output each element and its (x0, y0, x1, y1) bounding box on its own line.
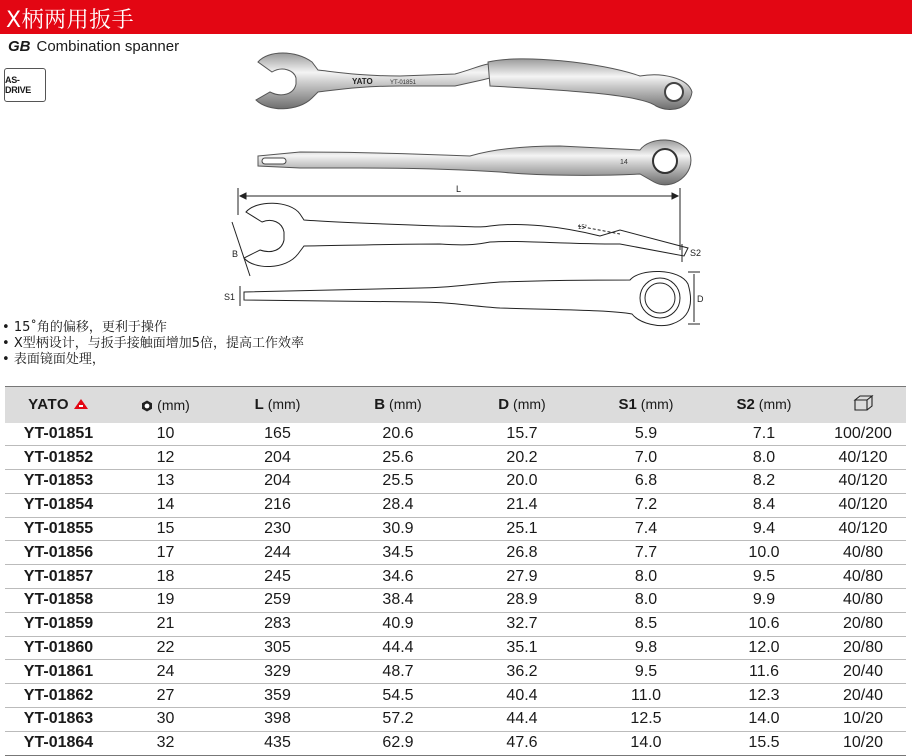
table-cell: 15 (112, 517, 219, 541)
table-cell: 435 (219, 731, 336, 755)
table-header-row (5, 387, 906, 423)
col-B-unit: (mm) (389, 396, 422, 413)
table-cell: 11.0 (584, 684, 708, 708)
table-cell: 15.5 (708, 731, 820, 755)
table-row (5, 731, 906, 755)
table-cell: 34.5 (336, 541, 460, 565)
col-L-unit: (mm) (267, 396, 301, 413)
table-cell: 8.4 (708, 493, 820, 517)
table-cell: 32 (112, 731, 219, 755)
col-S1-unit: (mm) (640, 396, 674, 413)
table-cell: 5.9 (584, 423, 708, 446)
model-cell: YT-01853 (5, 470, 112, 494)
table-cell: 12.3 (708, 684, 820, 708)
table-cell: 40/80 (820, 565, 906, 589)
table-cell: 7.1 (708, 423, 820, 446)
col-L-label: L (254, 396, 264, 414)
table-cell: 20/80 (820, 612, 906, 636)
table-cell: 40/120 (820, 517, 906, 541)
table-cell: 7.7 (584, 541, 708, 565)
table-cell: 8.0 (584, 589, 708, 613)
product-illustration (0, 0, 912, 330)
table-row (5, 470, 906, 494)
model-cell: YT-01854 (5, 493, 112, 517)
table-cell: 9.9 (708, 589, 820, 613)
table-cell: 18 (112, 565, 219, 589)
table-cell: 6.8 (584, 470, 708, 494)
product-name: Combination spanner (36, 38, 180, 55)
table-cell: 26.8 (460, 541, 584, 565)
table-cell: 40/120 (820, 493, 906, 517)
table-cell: 32.7 (460, 612, 584, 636)
photo-size-mark: 14 (620, 159, 628, 166)
table-cell: 12 (112, 446, 219, 470)
table-cell: 40/80 (820, 589, 906, 613)
table-cell: 19 (112, 589, 219, 613)
table-cell: 24 (112, 660, 219, 684)
table-cell: 38.4 (336, 589, 460, 613)
model-cell: YT-01851 (5, 423, 112, 446)
table-cell: 329 (219, 660, 336, 684)
table-cell: 10/20 (820, 708, 906, 732)
table-cell: 13 (112, 470, 219, 494)
table-cell: 259 (219, 589, 336, 613)
table-cell: 30.9 (336, 517, 460, 541)
table-row (5, 636, 906, 660)
table-cell: 25.1 (460, 517, 584, 541)
model-cell: YT-01856 (5, 541, 112, 565)
col-S2 (708, 387, 820, 423)
drawing-labels (224, 184, 704, 304)
table-cell: 204 (219, 470, 336, 494)
table-cell: 8.5 (584, 612, 708, 636)
col-size (112, 387, 219, 423)
photo-model-text: YT-01851 (390, 80, 417, 86)
feature-item: • 15˚角的偏移，更利于操作 (2, 320, 304, 336)
table-cell: 204 (219, 446, 336, 470)
table-cell: 28.9 (460, 589, 584, 613)
table-cell: 40.9 (336, 612, 460, 636)
wrench-photo-top (256, 53, 692, 110)
model-cell: YT-01860 (5, 636, 112, 660)
table-cell: 12.5 (584, 708, 708, 732)
table-cell: 398 (219, 708, 336, 732)
table-cell: 21 (112, 612, 219, 636)
table-cell: 20.0 (460, 470, 584, 494)
table-cell: 283 (219, 612, 336, 636)
model-cell: YT-01857 (5, 565, 112, 589)
table-cell: 44.4 (460, 708, 584, 732)
table-cell: 10.6 (708, 612, 820, 636)
table-row (5, 541, 906, 565)
table-cell: 25.6 (336, 446, 460, 470)
wrench-photo-bottom (258, 140, 691, 185)
table-cell: 20/80 (820, 636, 906, 660)
table-cell: 9.8 (584, 636, 708, 660)
table-cell: 47.6 (460, 731, 584, 755)
table-cell: 40/120 (820, 446, 906, 470)
box-icon (852, 394, 874, 412)
photo-brand-text: YATO (352, 77, 373, 86)
table-cell: 8.2 (708, 470, 820, 494)
table-cell: 14 (112, 493, 219, 517)
col-D-label: D (498, 396, 510, 414)
table-cell: 27 (112, 684, 219, 708)
table-row (5, 493, 906, 517)
table-cell: 12.0 (708, 636, 820, 660)
model-cell: YT-01852 (5, 446, 112, 470)
table-cell: 7.2 (584, 493, 708, 517)
table-cell: 100/200 (820, 423, 906, 446)
table-cell: 20.2 (460, 446, 584, 470)
col-L (219, 387, 336, 423)
col-packaging (820, 387, 906, 423)
table-cell: 165 (219, 423, 336, 446)
table-cell: 20/40 (820, 660, 906, 684)
table-cell: 17 (112, 541, 219, 565)
table-cell: 359 (219, 684, 336, 708)
dim-label-D: D (697, 294, 704, 304)
technical-drawing (232, 188, 700, 326)
table-cell: 48.7 (336, 660, 460, 684)
feature-item: • 表面镜面处理， (2, 352, 304, 368)
table-cell: 230 (219, 517, 336, 541)
model-cell: YT-01864 (5, 731, 112, 755)
table-cell: 8.0 (584, 565, 708, 589)
table-cell: 34.6 (336, 565, 460, 589)
table-cell: 57.2 (336, 708, 460, 732)
table-cell: 40/80 (820, 541, 906, 565)
table-row (5, 423, 906, 446)
table-cell: 245 (219, 565, 336, 589)
col-D-unit: (mm) (513, 396, 546, 413)
dim-label-B: B (232, 249, 239, 259)
warning-triangle-icon (73, 398, 89, 410)
dim-label-S1: S1 (224, 292, 236, 302)
table-cell: 216 (219, 493, 336, 517)
table-cell: 44.4 (336, 636, 460, 660)
table-row (5, 565, 906, 589)
col-S2-unit: (mm) (758, 396, 792, 413)
feature-item: • X型柄设计，与扳手接触面增加5倍，提高工作效率 (2, 336, 304, 352)
table-cell: 28.4 (336, 493, 460, 517)
hex-nut-icon (141, 400, 153, 412)
table-cell: 54.5 (336, 684, 460, 708)
table-cell: 35.1 (460, 636, 584, 660)
col-B (336, 387, 460, 423)
standard-label: GB (8, 38, 31, 55)
table-cell: 9.5 (708, 565, 820, 589)
model-cell: YT-01862 (5, 684, 112, 708)
col-S1-label: S1 (618, 396, 637, 414)
table-cell: 27.9 (460, 565, 584, 589)
table-row (5, 660, 906, 684)
table-row (5, 446, 906, 470)
table-cell: 36.2 (460, 660, 584, 684)
table-cell: 21.4 (460, 493, 584, 517)
model-cell: YT-01855 (5, 517, 112, 541)
table-cell: 9.4 (708, 517, 820, 541)
table-cell: 25.5 (336, 470, 460, 494)
table-cell: 244 (219, 541, 336, 565)
table-cell: 20.6 (336, 423, 460, 446)
table-cell: 62.9 (336, 731, 460, 755)
col-B-label: B (374, 396, 386, 414)
feature-list (2, 320, 304, 368)
dim-label-S2: S2 (690, 248, 702, 258)
table-cell: 305 (219, 636, 336, 660)
model-cell: YT-01859 (5, 612, 112, 636)
table-cell: 7.4 (584, 517, 708, 541)
table-cell: 40/120 (820, 470, 906, 494)
as-drive-badge: AS-DRIVE (4, 68, 46, 102)
table-cell: 10 (112, 423, 219, 446)
angle-label: 15° (578, 225, 588, 231)
page-title: X柄两用扳手 (6, 8, 135, 33)
col-S2-label: S2 (736, 396, 755, 414)
table-cell: 10.0 (708, 541, 820, 565)
brand-header (5, 387, 112, 423)
dim-label-L: L (456, 184, 462, 194)
table-cell: 20/40 (820, 684, 906, 708)
yato-logo-text: YATO (28, 396, 69, 414)
col-S1 (584, 387, 708, 423)
spec-table (5, 386, 906, 756)
table-cell: 30 (112, 708, 219, 732)
table-row (5, 589, 906, 613)
table-cell: 22 (112, 636, 219, 660)
table-cell: 14.0 (584, 731, 708, 755)
model-cell: YT-01858 (5, 589, 112, 613)
col-size-unit: (mm) (157, 396, 190, 413)
table-cell: 8.0 (708, 446, 820, 470)
table-row (5, 517, 906, 541)
table-cell: 9.5 (584, 660, 708, 684)
table-cell: 10/20 (820, 731, 906, 755)
col-D (460, 387, 584, 423)
table-cell: 40.4 (460, 684, 584, 708)
model-cell: YT-01863 (5, 708, 112, 732)
table-cell: 7.0 (584, 446, 708, 470)
table-row (5, 612, 906, 636)
table-cell: 11.6 (708, 660, 820, 684)
table-row (5, 708, 906, 732)
model-cell: YT-01861 (5, 660, 112, 684)
table-row (5, 684, 906, 708)
table-cell: 14.0 (708, 708, 820, 732)
table-cell: 15.7 (460, 423, 584, 446)
